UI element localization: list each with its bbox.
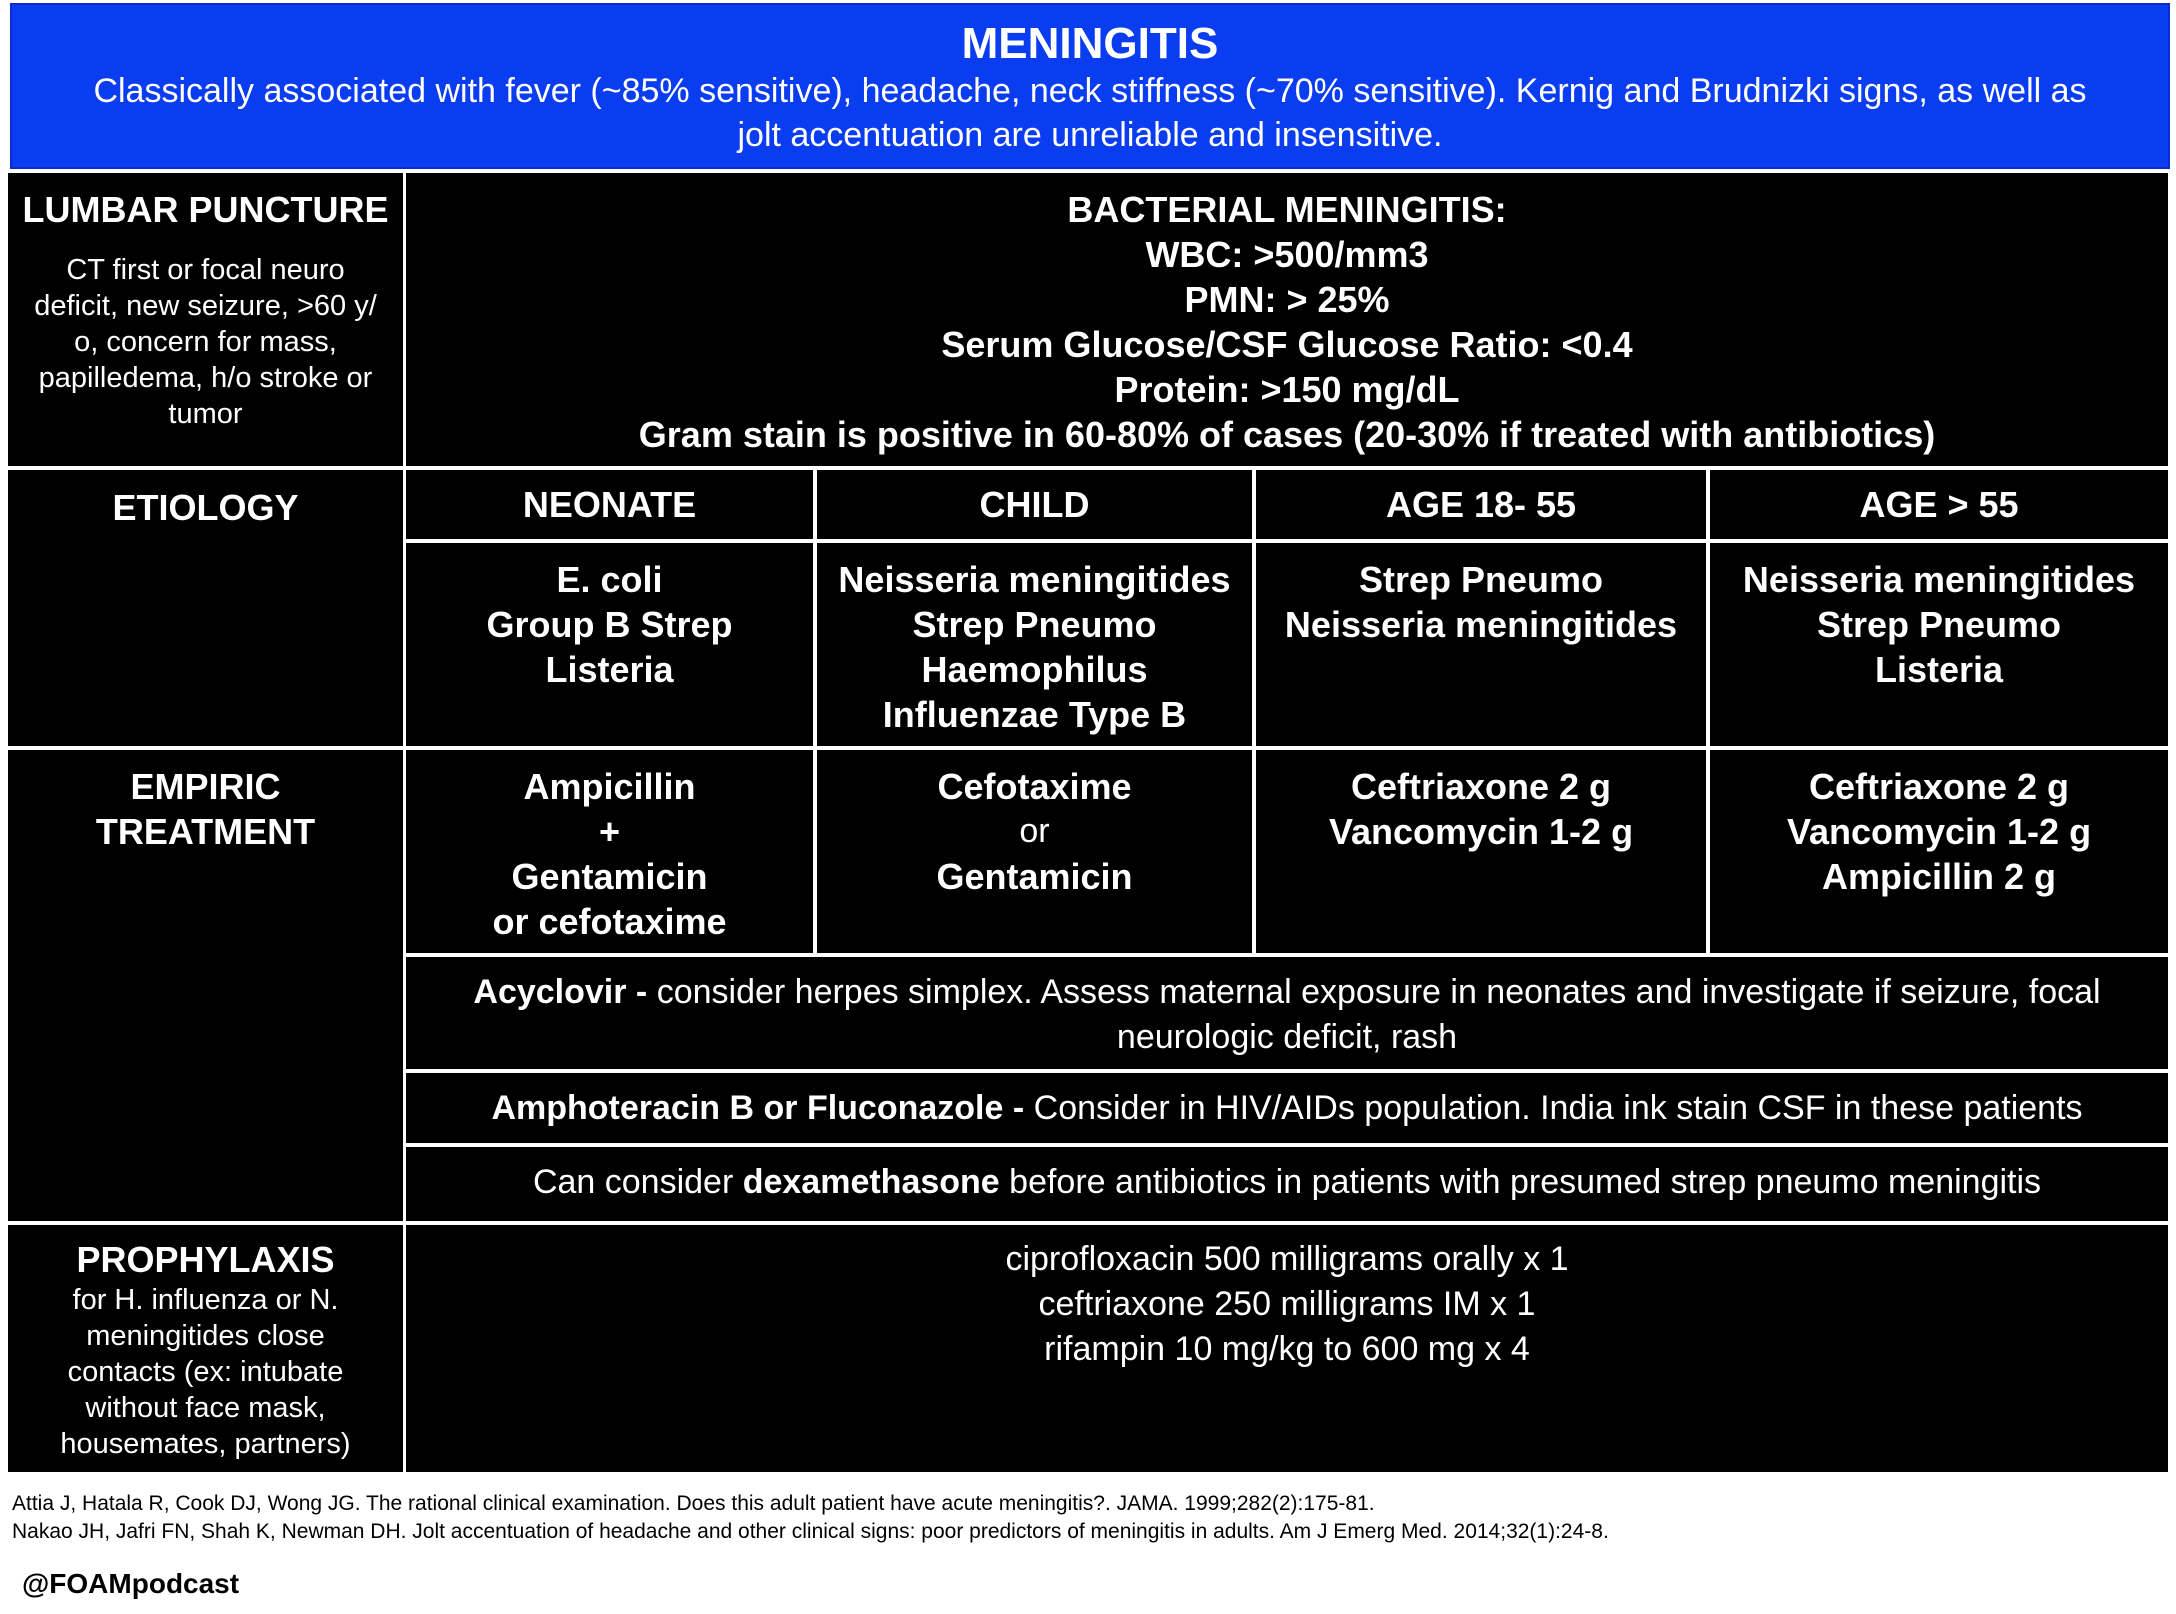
- col-header-child: [817, 470, 1252, 539]
- organisms-age-55: [1710, 543, 2168, 746]
- lumbar-puncture-cell: [8, 173, 403, 466]
- organism: Strep Pneumo: [912, 604, 1157, 645]
- dexamethasone-pre: Can consider: [532, 1163, 743, 1201]
- prophylaxis-regimens-cell: [406, 1225, 2168, 1472]
- organisms-child: [817, 543, 1252, 746]
- acyclovir-cell: [406, 957, 2168, 1069]
- organism: Neisseria meningitides: [1742, 559, 2136, 600]
- prophylaxis-note-line: meningitides close: [86, 1320, 325, 1352]
- dexamethasone-cell: [406, 1147, 2168, 1221]
- treatment-drug: Vancomycin 1-2 g: [1786, 811, 2092, 852]
- dexamethasone-post: before antibiotics in patients with presumed strep pneumo meningitis: [999, 1163, 2042, 1201]
- treatment-drug: Gentamicin: [936, 856, 1133, 897]
- organism: Haemophilus: [921, 649, 1148, 690]
- subtitle-line-1: Classically associated with fever (~85% sensitive), headache, neck stiffness (~70% sensitive). Kernig and Brudnizki signs, as well as: [93, 72, 2087, 110]
- prophylaxis-regimen: ceftriaxone 250 milligrams IM x 1: [1038, 1285, 1536, 1323]
- bacterial-criterion: WBC: >500/mm3: [1145, 234, 1429, 275]
- treatment-conjunction: or: [1019, 812, 1050, 850]
- treatment-plus: +: [598, 811, 621, 852]
- treatment-drug: Ceftriaxone 2 g: [1350, 766, 1612, 807]
- col-header-age-55: [1710, 470, 2168, 539]
- bacterial-criterion: PMN: > 25%: [1184, 279, 1390, 320]
- empiric-label-line: TREATMENT: [95, 811, 316, 852]
- antifungal-drug: Amphoteracin B or Fluconazole -: [491, 1089, 1025, 1127]
- bacterial-criterion: Serum Glucose/CSF Glucose Ratio: <0.4: [941, 324, 1633, 365]
- bacterial-meningitis-cell: [406, 173, 2168, 466]
- col-header-label: CHILD: [979, 484, 1090, 525]
- organism: Strep Pneumo: [1358, 559, 1604, 600]
- col-header-age-18-55: [1256, 470, 1706, 539]
- treatment-drug: Gentamicin: [511, 856, 708, 897]
- treatment-age-55: [1710, 750, 2168, 953]
- prophylaxis-label-cell: [8, 1225, 403, 1472]
- col-header-label: AGE > 55: [1859, 484, 2019, 525]
- subtitle-line-2: jolt accentuation are unreliable and insensitive.: [737, 116, 1443, 154]
- prophylaxis-regimen: ciprofloxacin 500 milligrams orally x 1: [1005, 1240, 1569, 1278]
- etiology-label-cell: [8, 470, 403, 746]
- organism: Neisseria meningitides: [838, 559, 1231, 600]
- prophylaxis-note-line: for H. influenza or N.: [72, 1284, 339, 1316]
- treatment-drug: Cefotaxime: [937, 766, 1132, 807]
- organisms-neonate: [406, 543, 813, 746]
- antifungal-cell: [406, 1073, 2168, 1143]
- organism: Listeria: [1874, 649, 2004, 690]
- treatment-age-18-55: [1256, 750, 1706, 953]
- lumbar-note-line: o, concern for mass,: [74, 326, 337, 358]
- treatment-drug: Vancomycin 1-2 g: [1328, 811, 1634, 852]
- prophylaxis-note-line: contacts (ex: intubate: [67, 1356, 344, 1388]
- prophylaxis-label: PROPHYLAXIS: [76, 1239, 335, 1280]
- lumbar-note-line: tumor: [168, 398, 243, 430]
- prophylaxis-note-line: without face mask,: [85, 1392, 326, 1424]
- reference-1: Attia J, Hatala R, Cook DJ, Wong JG. The rational clinical examination. Does this adult patient have acute meningitis?. JAMA. 1999;282(2):175-81.: [12, 1492, 1375, 1515]
- bacterial-criterion: Protein: >150 mg/dL: [1114, 369, 1460, 410]
- organism: Strep Pneumo: [1816, 604, 2062, 645]
- empiric-label-cell: [8, 750, 403, 1221]
- acyclovir-line-2: neurologic deficit, rash: [1116, 1018, 1458, 1056]
- empiric-label-line: EMPIRIC: [130, 766, 281, 807]
- bacterial-criterion: Gram stain is positive in 60-80% of cases (20-30% if treated with antibiotics): [638, 414, 1936, 455]
- social-handle: @FOAMpodcast: [22, 1568, 240, 1599]
- antifungal-text: Consider in HIV/AIDs population. India ink stain CSF in these patients: [1024, 1089, 2083, 1127]
- treatment-drug: Ceftriaxone 2 g: [1808, 766, 2070, 807]
- reference-2: Nakao JH, Jafri FN, Shah K, Newman DH. Jolt accentuation of headache and other clinical signs: poor predictors of meningitis in adults. Am J Emerg Med. 2014;32(1):24-8.: [12, 1520, 1609, 1543]
- organism: Influenzae Type B: [882, 694, 1187, 735]
- lumbar-puncture-label: LUMBAR PUNCTURE: [22, 189, 389, 230]
- prophylaxis-regimen: rifampin 10 mg/kg to 600 mg x 4: [1044, 1330, 1530, 1368]
- title-banner: [10, 3, 2170, 169]
- acyclovir-text: consider herpes simplex. Assess maternal exposure in neonates and investigate if seizure, focal: [647, 973, 2101, 1011]
- organism: E. coli: [556, 559, 663, 600]
- etiology-label: ETIOLOGY: [112, 487, 299, 528]
- bacterial-title: BACTERIAL MENINGITIS:: [1067, 189, 1507, 230]
- lumbar-note-line: deficit, new seizure, >60 y/: [34, 290, 377, 322]
- page-title: MENINGITIS: [961, 19, 1219, 68]
- treatment-neonate: [406, 750, 813, 953]
- col-header-label: AGE 18- 55: [1385, 484, 1577, 525]
- organism: Listeria: [545, 649, 674, 690]
- dexamethasone-line: [533, 1160, 2041, 1205]
- lumbar-note-line: papilledema, h/o stroke or: [38, 362, 373, 394]
- organisms-age-18-55: [1256, 543, 1706, 746]
- antifungal-line: [491, 1086, 2082, 1131]
- col-header-label: NEONATE: [522, 484, 697, 525]
- acyclovir-line-1: [473, 970, 2100, 1015]
- treatment-child: [817, 750, 1252, 953]
- acyclovir-drug: Acyclovir -: [473, 973, 648, 1011]
- dexamethasone-drug: dexamethasone: [742, 1163, 1000, 1201]
- col-header-neonate: [406, 470, 813, 539]
- prophylaxis-note-line: housemates, partners): [60, 1428, 351, 1460]
- organism: Neisseria meningitides: [1284, 604, 1678, 645]
- organism: Group B Strep: [486, 604, 733, 645]
- lumbar-note-line: CT first or focal neuro: [66, 254, 345, 286]
- treatment-drug: Ampicillin: [523, 766, 696, 807]
- treatment-drug: Ampicillin 2 g: [1821, 856, 2057, 897]
- treatment-drug: or cefotaxime: [492, 901, 727, 942]
